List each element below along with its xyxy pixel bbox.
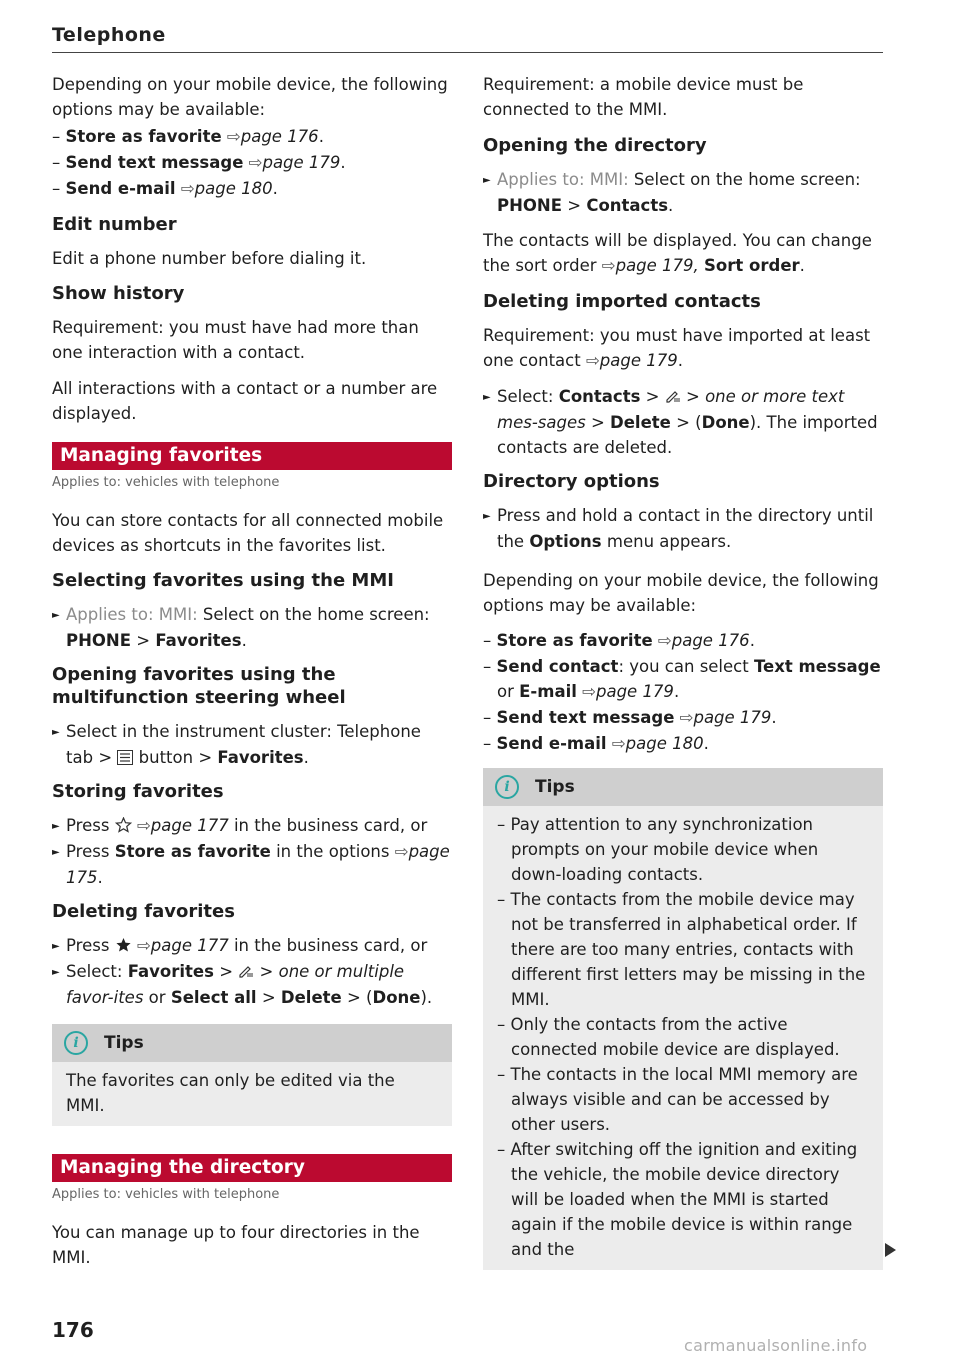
info-icon: i <box>495 775 519 799</box>
arrow-icon: ⇨ <box>582 682 596 701</box>
arrow-icon: ⇨ <box>657 631 672 650</box>
arrow-icon: ⇨ <box>226 127 241 146</box>
show-history-requirement: Requirement: you must have had more than one interaction with a contact. <box>52 318 419 362</box>
arrow-icon: ⇨ <box>136 936 151 955</box>
show-history-text: All interactions with a contact or a number are displayed. <box>52 379 438 423</box>
tips-header <box>52 1024 452 1062</box>
step: ► Press and hold a contact in the directory until the Options menu appears. <box>483 506 874 551</box>
heading-storing-favorites: Storing favorites <box>52 781 224 802</box>
heading-show-history: Show history <box>52 283 185 304</box>
arrow-icon: ⇨ <box>679 708 694 727</box>
step: ► Select: Favorites > > one or multiple favor-ites or Select all > Delete > (Done). <box>52 962 433 1007</box>
edit-number-text: Edit a phone number before dialing it. <box>52 249 367 268</box>
arrow-icon: ⇨ <box>601 256 616 275</box>
step: ► Press ⇨page 177 in the business card, or <box>52 813 452 839</box>
step-triangle-icon: ► <box>52 967 60 978</box>
tips-box <box>483 768 883 1270</box>
step: ► Press Store as favorite in the options ⇨page 175. <box>52 842 450 887</box>
applies-note: Applies to: vehicles with telephone <box>52 475 280 490</box>
step-triangle-icon: ► <box>52 847 60 858</box>
step-triangle-icon: ► <box>52 941 60 952</box>
tip-item: – Only the contacts from the active connected mobile device are displayed. <box>497 1015 840 1059</box>
step: ► Select: Contacts > > one or more text mes-sages > Delete > (Done). The imported contacts are deleted. <box>483 387 878 457</box>
step-triangle-icon: ► <box>52 821 60 832</box>
heading-deleting-imported: Deleting imported contacts <box>483 291 761 312</box>
options-intro: Depending on your mobile device, the following options may be available: <box>52 75 448 119</box>
heading-selecting-favorites: Selecting favorites using the MMI <box>52 570 394 591</box>
directory-intro: You can manage up to four directories in the MMI. <box>52 1223 420 1267</box>
tips-box <box>52 1024 452 1126</box>
list-item: – Store as favorite ⇨page 176. <box>483 631 755 650</box>
favorites-intro: You can store contacts for all connected mobile devices as shortcuts in the favorites list. <box>52 511 444 555</box>
step-triangle-icon: ► <box>52 727 60 738</box>
tips-text: The favorites can only be edited via the MMI. <box>66 1071 395 1115</box>
edit-icon <box>238 962 254 981</box>
star-filled-icon <box>115 936 132 955</box>
tip-item: – The contacts from the mobile device may not be transferred in alphabetical order. If there are too many entries, contacts with different first letters may be missing in the MMI. <box>497 890 866 1009</box>
step: ► Applies to: MMI: Select on the home screen: PHONE > Favorites. <box>52 605 430 650</box>
arrow-icon: ⇨ <box>611 734 626 753</box>
tip-item: – The contacts in the local MMI memory are always visible and can be accessed by other users. <box>497 1065 858 1134</box>
step-triangle-icon: ► <box>483 511 491 522</box>
list-item: – Send text message ⇨page 179. <box>483 708 777 727</box>
list-item: – Send e-mail ⇨page 180. <box>483 734 709 753</box>
heading-opening-directory: Opening the directory <box>483 135 707 156</box>
step: ► Press ⇨page 177 in the business card, or <box>52 933 452 959</box>
list-item: – Send e-mail ⇨page 180. <box>52 179 278 198</box>
step: ► Applies to: MMI: Select on the home screen: PHONE > Contacts. <box>483 170 861 215</box>
section-bar-managing-favorites: Managing favorites <box>52 442 452 470</box>
list-item: – Store as favorite ⇨page 176. <box>52 127 324 146</box>
info-icon: i <box>64 1031 88 1055</box>
step-triangle-icon: ► <box>52 610 60 621</box>
deleting-imported-requirement: Requirement: you must have imported at least one contact ⇨page 179. <box>483 326 871 370</box>
arrow-icon: ⇨ <box>136 816 151 835</box>
arrow-icon: ⇨ <box>394 842 409 861</box>
heading-edit-number: Edit number <box>52 214 177 235</box>
step: ► Select in the instrument cluster: Telephone tab > button > Favorites. <box>52 722 421 767</box>
heading-directory-options: Directory options <box>483 471 660 492</box>
contacts-displayed-text: The contacts will be displayed. You can change the sort order ⇨page 179, Sort order. <box>483 231 872 275</box>
step-triangle-icon: ► <box>483 392 491 403</box>
list-button-icon <box>117 748 133 767</box>
continued-arrow-icon <box>885 1243 896 1257</box>
heading-opening-favorites-wheel: Opening favorites using the multifunction steering wheel <box>52 664 346 708</box>
arrow-icon: ⇨ <box>248 153 263 172</box>
tips-title: Tips <box>104 1033 144 1053</box>
heading-deleting-favorites: Deleting favorites <box>52 901 235 922</box>
left-column <box>52 72 452 1281</box>
section-bar-managing-directory: Managing the directory <box>52 1154 452 1182</box>
page-number: 176 <box>52 1318 94 1342</box>
right-column <box>483 72 883 1270</box>
tips-list <box>483 806 883 1270</box>
tips-title: Tips <box>535 777 575 797</box>
applies-note: Applies to: vehicles with telephone <box>52 1187 280 1202</box>
page-header <box>52 24 883 53</box>
list-item: – Send contact: you can select Text message or E-mail ⇨page 179. <box>483 657 881 701</box>
arrow-icon: ⇨ <box>180 179 195 198</box>
arrow-icon: ⇨ <box>585 351 600 370</box>
tip-item: – After switching off the ignition and exiting the vehicle, the mobile device directory will be loaded when the MMI is started again if the mobile device is within range and the <box>497 1140 858 1259</box>
section-title: Telephone <box>52 24 166 46</box>
tips-header <box>483 768 883 806</box>
directory-options-intro: Depending on your mobile device, the following options may be available: <box>483 571 879 615</box>
edit-icon <box>665 387 681 406</box>
list-item: – Send text message ⇨page 179. <box>52 153 346 172</box>
star-outline-icon <box>115 816 132 835</box>
tip-item: – Pay attention to any synchronization prompts on your mobile device when down-loading contacts. <box>497 815 819 884</box>
step-triangle-icon: ► <box>483 175 491 186</box>
directory-requirement: Requirement: a mobile device must be connected to the MMI. <box>483 75 804 119</box>
watermark: carmanualsonline.info <box>684 1336 868 1355</box>
